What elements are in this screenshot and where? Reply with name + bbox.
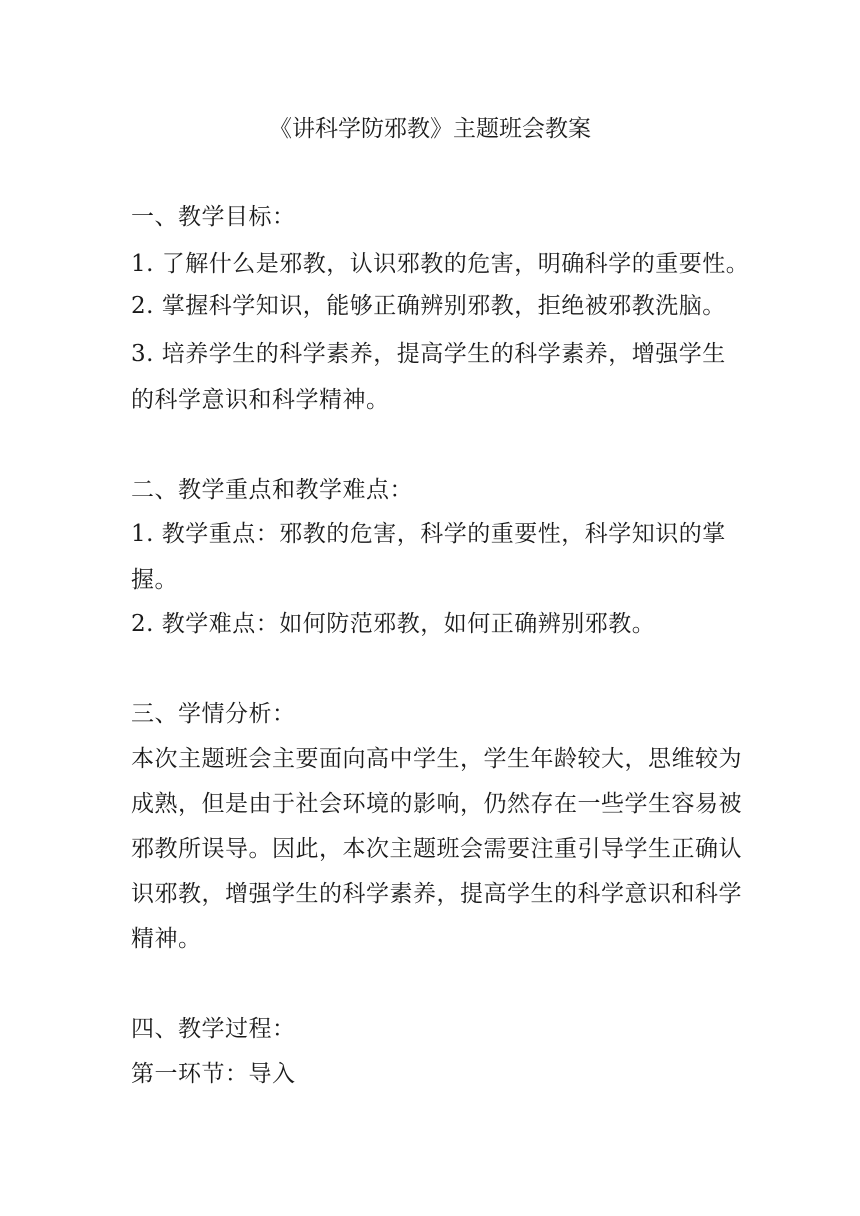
analysis-line-2: 成熟，但是由于社会环境的影响，仍然存在一些学生容易被	[131, 791, 742, 817]
section-heading-process: 四、教学过程：	[131, 1016, 296, 1042]
section-heading-analysis: 三、学情分析：	[131, 701, 296, 727]
analysis-line-4: 识邪教，增强学生的科学素养，提高学生的科学意识和科学	[131, 881, 742, 907]
key-points-line-3: 2. 教学难点：如何防范邪教，如何正确辨别邪教。	[131, 611, 656, 637]
process-line-1: 第一环节：导入	[131, 1061, 296, 1087]
objectives-line-3: 3. 培养学生的科学素养，提高学生的科学素养，增强学生	[131, 341, 726, 367]
key-points-line-2: 握。	[131, 567, 178, 593]
section-heading-key-points: 二、教学重点和教学难点：	[131, 477, 413, 503]
analysis-line-3: 邪教所误导。因此，本次主题班会需要注重引导学生正确认	[131, 836, 742, 862]
objectives-line-2: 2. 掌握科学知识，能够正确辨别邪教，拒绝被邪教洗脑。	[131, 293, 726, 319]
objectives-line-4: 的科学意识和科学精神。	[131, 387, 390, 413]
key-points-line-1: 1. 教学重点：邪教的危害，科学的重要性，科学知识的掌	[131, 521, 726, 547]
document-title: 《讲科学防邪教》主题班会教案	[269, 116, 591, 142]
section-heading-objectives: 一、教学目标：	[131, 204, 296, 230]
analysis-line-1: 本次主题班会主要面向高中学生，学生年龄较大，思维较为	[131, 746, 742, 772]
objectives-line-1: 1. 了解什么是邪教，认识邪教的危害，明确科学的重要性。	[131, 251, 750, 277]
analysis-line-5: 精神。	[131, 926, 202, 952]
